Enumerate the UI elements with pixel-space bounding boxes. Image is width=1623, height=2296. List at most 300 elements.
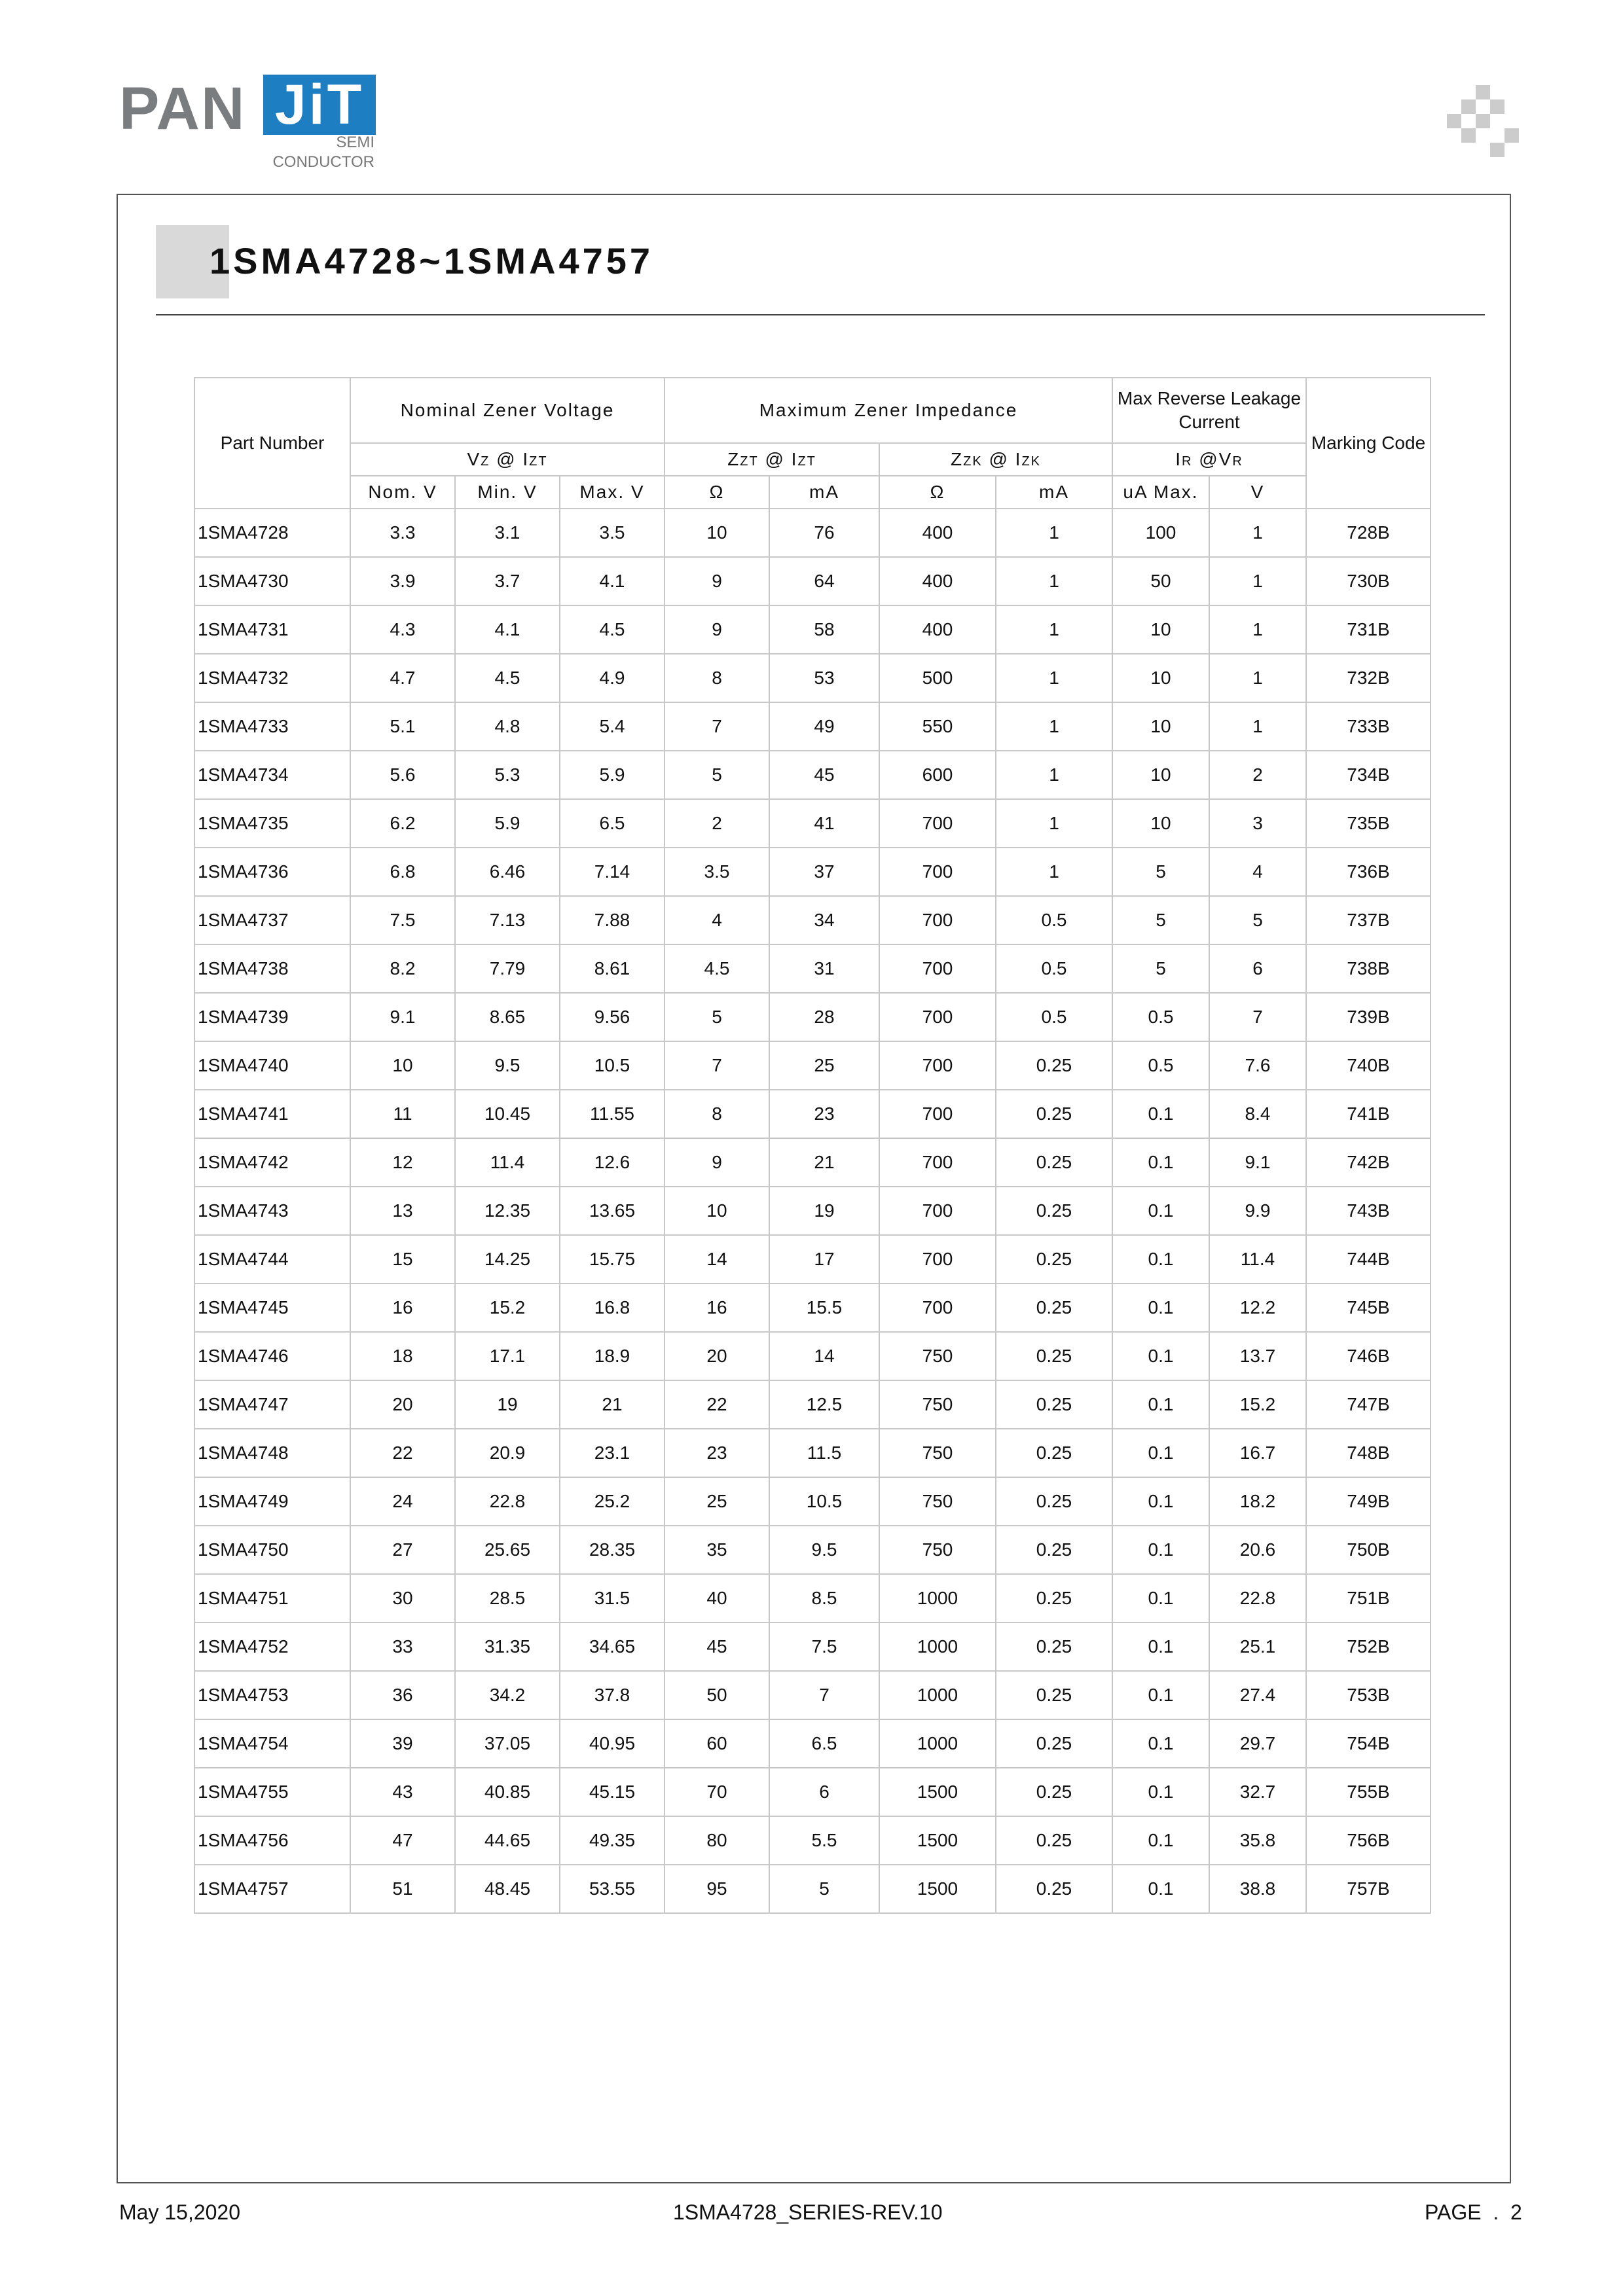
table-cell: 50 [665,1671,769,1719]
table-cell: 18.2 [1209,1477,1306,1526]
table-cell: 0.1 [1112,1138,1209,1187]
table-cell: 10 [1112,605,1209,654]
table-cell: 750B [1306,1526,1431,1574]
table-cell: 5 [1209,896,1306,944]
table-cell: 0.1 [1112,1719,1209,1768]
header-zzk-at-izk: ZZK @ IZK [879,443,1112,476]
panjit-logo [119,65,381,177]
table-cell: 750 [879,1332,996,1380]
units-row [194,476,1431,509]
table-row [194,557,1431,605]
table-cell: 58 [769,605,879,654]
table-cell: 733B [1306,702,1431,751]
table-cell: 22 [350,1429,455,1477]
table-cell: 4.1 [455,605,560,654]
table-cell: 0.1 [1112,1671,1209,1719]
table-row [194,1671,1431,1719]
table-row [194,702,1431,751]
part-number-cell: 1SMA4752 [194,1623,350,1671]
table-row [194,1477,1431,1526]
table-cell: 700 [879,1187,996,1235]
table-cell: 0.25 [996,1623,1112,1671]
table-cell: 0.25 [996,1041,1112,1090]
table-cell: 750 [879,1477,996,1526]
table-cell: 9.1 [1209,1138,1306,1187]
table-cell: 12.2 [1209,1283,1306,1332]
table-cell: 0.1 [1112,1623,1209,1671]
table-cell: 16 [350,1283,455,1332]
table-cell: 70 [665,1768,769,1816]
table-cell: 4.1 [560,557,665,605]
table-cell: 700 [879,1041,996,1090]
table-cell: 14 [665,1235,769,1283]
table-cell: 741B [1306,1090,1431,1138]
table-cell: 7.13 [455,896,560,944]
table-row [194,1138,1431,1187]
table-cell: 25.2 [560,1477,665,1526]
table-cell: 31 [769,944,879,993]
table-cell: 19 [455,1380,560,1429]
table-cell: 23.1 [560,1429,665,1477]
table-cell: 60 [665,1719,769,1768]
table-cell: 0.25 [996,1719,1112,1768]
table-cell: 1 [996,557,1112,605]
table-cell: 28.35 [560,1526,665,1574]
table-cell: 0.1 [1112,1477,1209,1526]
table-cell: 25 [769,1041,879,1090]
logo-pan-text: PAN [119,75,246,142]
table-cell: 3 [1209,799,1306,848]
table-cell: 9.1 [350,993,455,1041]
table-cell: 731B [1306,605,1431,654]
part-number-cell: 1SMA4750 [194,1526,350,1574]
table-cell: 9.56 [560,993,665,1041]
table-cell: 4.9 [560,654,665,702]
table-cell: 7.5 [350,896,455,944]
table-cell: 745B [1306,1283,1431,1332]
table-cell: 735B [1306,799,1431,848]
table-cell: 28 [769,993,879,1041]
unit-header: mA [996,476,1112,509]
table-cell: 700 [879,1138,996,1187]
table-cell: 3.5 [665,848,769,896]
table-cell: 9.5 [769,1526,879,1574]
table-cell: 1 [996,702,1112,751]
part-number-cell: 1SMA4748 [194,1429,350,1477]
table-cell: 13.65 [560,1187,665,1235]
table-cell: 751B [1306,1574,1431,1623]
table-cell: 51 [350,1865,455,1913]
table-cell: 700 [879,848,996,896]
table-cell: 7.88 [560,896,665,944]
table-cell: 1000 [879,1623,996,1671]
table-cell: 739B [1306,993,1431,1041]
table-cell: 0.5 [996,896,1112,944]
part-number-cell: 1SMA4735 [194,799,350,848]
table-cell: 7 [769,1671,879,1719]
part-number-cell: 1SMA4733 [194,702,350,751]
table-cell: 32.7 [1209,1768,1306,1816]
table-cell: 5.1 [350,702,455,751]
table-cell: 1 [1209,509,1306,557]
table-row [194,799,1431,848]
table-cell: 4 [665,896,769,944]
table-cell: 24 [350,1477,455,1526]
table-cell: 28.5 [455,1574,560,1623]
table-cell: 29.7 [1209,1719,1306,1768]
table-cell: 744B [1306,1235,1431,1283]
table-cell: 0.5 [996,993,1112,1041]
table-cell: 12.6 [560,1138,665,1187]
part-number-cell: 1SMA4728 [194,509,350,557]
spec-table-body [194,509,1431,1913]
table-row [194,1816,1431,1865]
table-cell: 400 [879,557,996,605]
table-cell: 0.25 [996,1429,1112,1477]
table-cell: 0.25 [996,1283,1112,1332]
table-cell: 730B [1306,557,1431,605]
table-cell: 0.1 [1112,1768,1209,1816]
table-cell: 49.35 [560,1816,665,1865]
table-cell: 737B [1306,896,1431,944]
table-cell: 0.25 [996,1477,1112,1526]
table-cell: 0.25 [996,1187,1112,1235]
header-part-number: Part Number [194,378,350,509]
table-cell: 12.35 [455,1187,560,1235]
table-cell: 740B [1306,1041,1431,1090]
table-row [194,654,1431,702]
table-cell: 1 [1209,702,1306,751]
table-cell: 1 [996,848,1112,896]
table-cell: 14 [769,1332,879,1380]
table-cell: 14.25 [455,1235,560,1283]
part-number-cell: 1SMA4737 [194,896,350,944]
table-cell: 2 [665,799,769,848]
table-cell: 0.25 [996,1090,1112,1138]
table-cell: 11 [350,1090,455,1138]
table-cell: 9.5 [455,1041,560,1090]
table-cell: 500 [879,654,996,702]
table-cell: 23 [665,1429,769,1477]
table-cell: 20.9 [455,1429,560,1477]
table-row [194,1429,1431,1477]
table-cell: 6 [1209,944,1306,993]
table-cell: 17.1 [455,1332,560,1380]
part-number-cell: 1SMA4746 [194,1332,350,1380]
table-cell: 8.65 [455,993,560,1041]
table-cell: 11.55 [560,1090,665,1138]
table-cell: 0.5 [1112,993,1209,1041]
table-cell: 16 [665,1283,769,1332]
table-cell: 700 [879,1283,996,1332]
table-row [194,1283,1431,1332]
table-cell: 38.8 [1209,1865,1306,1913]
table-cell: 742B [1306,1138,1431,1187]
table-cell: 36 [350,1671,455,1719]
table-cell: 4.5 [665,944,769,993]
table-cell: 3.7 [455,557,560,605]
footer-date: May 15,2020 [119,2200,241,2224]
part-number-cell: 1SMA4742 [194,1138,350,1187]
table-cell: 755B [1306,1768,1431,1816]
table-cell: 11.4 [1209,1235,1306,1283]
table-cell: 700 [879,993,996,1041]
table-cell: 0.25 [996,1671,1112,1719]
table-cell: 43 [350,1768,455,1816]
table-cell: 0.5 [996,944,1112,993]
table-cell: 4.3 [350,605,455,654]
table-cell: 5.9 [560,751,665,799]
part-number-cell: 1SMA4744 [194,1235,350,1283]
table-row [194,1380,1431,1429]
table-cell: 700 [879,799,996,848]
table-cell: 9 [665,557,769,605]
part-number-cell: 1SMA4736 [194,848,350,896]
table-row [194,605,1431,654]
table-cell: 11.4 [455,1138,560,1187]
table-cell: 22.8 [455,1477,560,1526]
table-cell: 748B [1306,1429,1431,1477]
table-cell: 0.1 [1112,1574,1209,1623]
table-cell: 35 [665,1526,769,1574]
table-cell: 10 [350,1041,455,1090]
table-cell: 7 [665,1041,769,1090]
table-cell: 0.1 [1112,1380,1209,1429]
table-row [194,1332,1431,1380]
table-cell: 736B [1306,848,1431,896]
table-cell: 7.5 [769,1623,879,1671]
table-cell: 750 [879,1429,996,1477]
pixel-pattern-icon [1447,85,1519,157]
table-cell: 9.9 [1209,1187,1306,1235]
table-cell: 18 [350,1332,455,1380]
table-cell: 19 [769,1187,879,1235]
table-cell: 0.25 [996,1816,1112,1865]
table-cell: 8 [665,654,769,702]
table-cell: 0.1 [1112,1332,1209,1380]
table-cell: 1500 [879,1816,996,1865]
table-cell: 18.9 [560,1332,665,1380]
header-marking-code: Marking Code [1306,378,1431,509]
table-cell: 700 [879,944,996,993]
table-cell: 8.2 [350,944,455,993]
table-cell: 753B [1306,1671,1431,1719]
unit-header: Ω [879,476,996,509]
part-number-cell: 1SMA4745 [194,1283,350,1332]
table-cell: 44.65 [455,1816,560,1865]
table-cell: 1 [996,509,1112,557]
table-cell: 30 [350,1574,455,1623]
table-cell: 10 [1112,654,1209,702]
table-cell: 16.8 [560,1283,665,1332]
part-number-cell: 1SMA4738 [194,944,350,993]
header-nominal-zener-voltage: Nominal Zener Voltage [350,378,665,443]
table-cell: 31.35 [455,1623,560,1671]
table-cell: 25.65 [455,1526,560,1574]
table-row [194,993,1431,1041]
table-cell: 1 [1209,654,1306,702]
table-cell: 40.95 [560,1719,665,1768]
unit-header: Nom. V [350,476,455,509]
table-row [194,1768,1431,1816]
table-row [194,1235,1431,1283]
table-cell: 76 [769,509,879,557]
table-cell: 13 [350,1187,455,1235]
table-cell: 1500 [879,1768,996,1816]
table-cell: 37.05 [455,1719,560,1768]
table-cell: 0.25 [996,1235,1112,1283]
table-cell: 80 [665,1816,769,1865]
table-cell: 7 [665,702,769,751]
spec-table [194,377,1431,1914]
part-number-cell: 1SMA4740 [194,1041,350,1090]
table-cell: 750 [879,1526,996,1574]
logo-jit-badge: JiT [263,75,376,135]
table-cell: 0.1 [1112,1090,1209,1138]
table-cell: 8.4 [1209,1090,1306,1138]
part-number-cell: 1SMA4731 [194,605,350,654]
header-max-reverse-leakage: Max Reverse Leakage Current [1112,378,1306,443]
part-number-cell: 1SMA4749 [194,1477,350,1526]
table-cell: 0.25 [996,1768,1112,1816]
table-cell: 5 [665,993,769,1041]
unit-header: Min. V [455,476,560,509]
table-cell: 27 [350,1526,455,1574]
table-cell: 15.75 [560,1235,665,1283]
part-number-cell: 1SMA4751 [194,1574,350,1623]
table-cell: 1000 [879,1671,996,1719]
part-number-cell: 1SMA4747 [194,1380,350,1429]
table-cell: 1 [996,751,1112,799]
table-cell: 747B [1306,1380,1431,1429]
table-row [194,944,1431,993]
table-cell: 95 [665,1865,769,1913]
table-cell: 12 [350,1138,455,1187]
table-cell: 1 [1209,605,1306,654]
table-row [194,848,1431,896]
table-row [194,1041,1431,1090]
table-cell: 10 [1112,702,1209,751]
table-cell: 100 [1112,509,1209,557]
table-cell: 23 [769,1090,879,1138]
table-cell: 3.5 [560,509,665,557]
table-cell: 700 [879,896,996,944]
footer-page-number: PAGE . 2 [1425,2200,1522,2224]
table-cell: 10.5 [560,1041,665,1090]
table-cell: 48.45 [455,1865,560,1913]
table-cell: 6.2 [350,799,455,848]
table-cell: 400 [879,605,996,654]
table-cell: 728B [1306,509,1431,557]
table-cell: 10 [1112,751,1209,799]
table-cell: 2 [1209,751,1306,799]
table-cell: 550 [879,702,996,751]
table-cell: 0.1 [1112,1187,1209,1235]
table-cell: 20 [350,1380,455,1429]
table-cell: 50 [1112,557,1209,605]
table-cell: 5 [1112,848,1209,896]
table-cell: 39 [350,1719,455,1768]
part-number-cell: 1SMA4753 [194,1671,350,1719]
table-row [194,509,1431,557]
part-number-cell: 1SMA4743 [194,1187,350,1235]
table-cell: 8.61 [560,944,665,993]
table-row [194,751,1431,799]
table-cell: 0.25 [996,1380,1112,1429]
part-number-cell: 1SMA4739 [194,993,350,1041]
table-cell: 7 [1209,993,1306,1041]
unit-header: Ω [665,476,769,509]
table-cell: 5.4 [560,702,665,751]
table-cell: 45 [665,1623,769,1671]
table-cell: 754B [1306,1719,1431,1768]
table-cell: 34.2 [455,1671,560,1719]
table-cell: 6.8 [350,848,455,896]
table-cell: 25.1 [1209,1623,1306,1671]
table-cell: 15.5 [769,1283,879,1332]
part-number-cell: 1SMA4732 [194,654,350,702]
table-cell: 743B [1306,1187,1431,1235]
table-cell: 5 [1112,944,1209,993]
table-cell: 11.5 [769,1429,879,1477]
table-cell: 7.14 [560,848,665,896]
table-cell: 3.9 [350,557,455,605]
table-cell: 5.9 [455,799,560,848]
table-cell: 6.5 [560,799,665,848]
table-cell: 0.25 [996,1865,1112,1913]
table-cell: 49 [769,702,879,751]
table-cell: 1000 [879,1719,996,1768]
table-cell: 756B [1306,1816,1431,1865]
part-number-cell: 1SMA4730 [194,557,350,605]
logo-semi-text: SEMI [336,134,374,151]
part-number-cell: 1SMA4754 [194,1719,350,1768]
table-cell: 40 [665,1574,769,1623]
table-cell: 15 [350,1235,455,1283]
part-number-cell: 1SMA4755 [194,1768,350,1816]
table-cell: 0.25 [996,1332,1112,1380]
table-cell: 0.1 [1112,1283,1209,1332]
table-cell: 1500 [879,1865,996,1913]
table-cell: 22 [665,1380,769,1429]
table-cell: 8.5 [769,1574,879,1623]
table-cell: 1 [1209,557,1306,605]
table-cell: 21 [560,1380,665,1429]
unit-header: Max. V [560,476,665,509]
table-cell: 47 [350,1816,455,1865]
table-cell: 20.6 [1209,1526,1306,1574]
table-cell: 5 [665,751,769,799]
table-cell: 734B [1306,751,1431,799]
table-cell: 0.1 [1112,1526,1209,1574]
table-cell: 10.45 [455,1090,560,1138]
table-cell: 20 [665,1332,769,1380]
table-cell: 10.5 [769,1477,879,1526]
table-row [194,1187,1431,1235]
header-vz-at-izt: VZ @ IZT [350,443,665,476]
table-cell: 0.25 [996,1526,1112,1574]
table-row [194,1526,1431,1574]
table-cell: 0.1 [1112,1816,1209,1865]
table-cell: 22.8 [1209,1574,1306,1623]
table-cell: 7.6 [1209,1041,1306,1090]
table-cell: 31.5 [560,1574,665,1623]
logo-conductor-text: CONDUCTOR [272,153,374,171]
table-row [194,1090,1431,1138]
table-cell: 700 [879,1235,996,1283]
table-cell: 27.4 [1209,1671,1306,1719]
table-cell: 10 [665,509,769,557]
